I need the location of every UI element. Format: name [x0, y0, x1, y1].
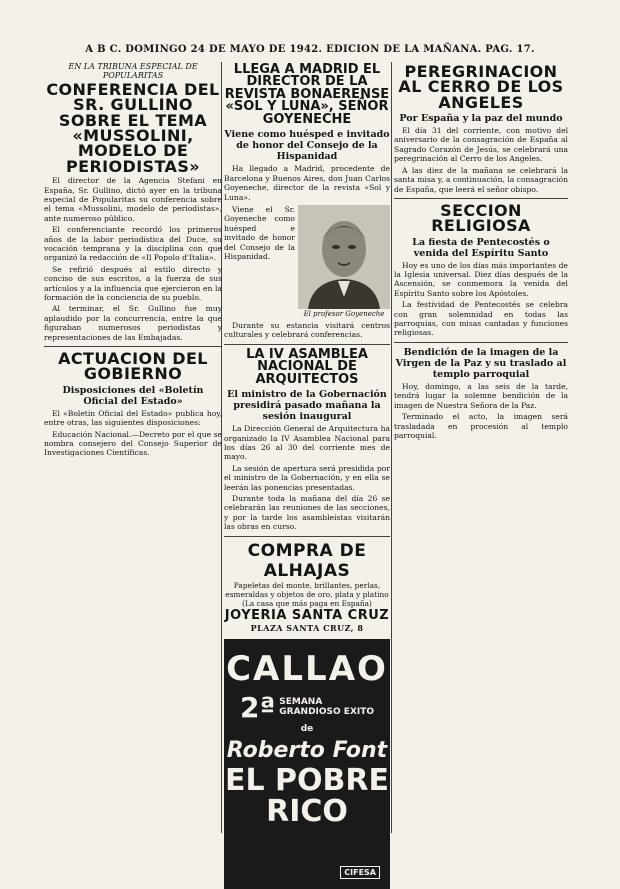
- article-paragraph: Al terminar, el Sr. Gullino fue muy aplaudido por la concurrencia, entre la que figuraban numerosos periodistas y representaciones de las Embajadas.: [44, 304, 222, 342]
- article-paragraph: Se refirió después al estilo directo y conciso de sus escritos, a la fuerza de sus artículos y a la influencia que ejercieron en la formación de la conciencia de su pueblo.: [44, 264, 222, 303]
- article-paragraph: Hoy, domingo, a las seis de la tarde, tendrá lugar la solemne bendición de la imagen de Nuestra Señora de la Paz.: [394, 381, 568, 410]
- article-paragraph: Durante su estancia visitará centros culturales y celebrará conferencias.: [224, 320, 390, 340]
- photo-block: [224, 205, 390, 318]
- article-separator: [224, 344, 390, 345]
- article-paragraph: A las diez de la mañana se celebrará la santa misa y, a continuación, la consagración de España, que leerá el señor obispo.: [394, 165, 568, 194]
- article-paragraph: Terminado el acto, la imagen será trasladada en procesión al templo parroquial.: [394, 412, 568, 440]
- portrait-figure: [298, 205, 390, 318]
- column-right: [394, 62, 568, 835]
- cinema-distributor-logo: CIFESA: [340, 866, 380, 879]
- cinema-success-label: GRANDIOSO EXITO: [279, 707, 375, 718]
- cinema-week-row: [224, 691, 390, 724]
- article-paragraph: El conferenciante recordó los primeros años de la labor periodística del Duce, su vocación temprana y la disciplina con que organizó la redacción de «Il Popolo d'Italia».: [44, 225, 222, 263]
- article-paragraph: Hoy es uno de los días más importantes de la Iglesia universal. Diez días después de la Ascensión, se conmemora la venida del Espíritu Santo sobre los Apóstoles.: [394, 260, 568, 298]
- article-deck: Viene como huésped e invitado de honor del Consejo de la Hispanidad: [224, 129, 390, 163]
- article-headline: CONFERENCIA DEL SR. GULLINO SOBRE EL TEMA «MUSSOLINI, MODELO DE PERIODISTAS»: [46, 80, 220, 176]
- column-left: [44, 62, 222, 835]
- page-header: A B C. DOMINGO 24 DE MAYO DE 1942. EDICION DE LA MAÑANA. PAG. 17.: [85, 44, 535, 55]
- article-paragraph: Ha llegado a Madrid, procedente de Barcelona y Buenos Aires, don Juan Carlos Goyeneche, director de la revista «Sol y Luna».: [224, 164, 390, 202]
- article-deck: Disposiciones del «Boletín Oficial del Estado»: [62, 384, 204, 407]
- article-paragraph: El «Boletín Oficial del Estado» publica hoy, entre otras, las siguientes disposiciones:: [44, 408, 222, 428]
- article-paragraph: La sesión de apertura será presidida por el ministro de la Gobernación, y en ella se leerán las ponencias presentadas.: [224, 463, 390, 492]
- notice-title: Bendición de la imagen de la Virgen de la Paz y su traslado al templo parroquial: [395, 346, 567, 380]
- article-headline: LA IV ASAMBLEA NACIONAL DE ARQUITECTOS: [246, 346, 368, 387]
- article-paragraph: El día 31 del corriente, con motivo del aniversario de la consagración de España al Sagrado Corazón de Jesús, se celebrará una peregrinación al Cerro de los Angeles.: [394, 126, 568, 164]
- ad-note: (La casa que más paga en España): [242, 598, 372, 608]
- article-separator: [394, 342, 568, 343]
- column-rule: [391, 62, 392, 833]
- article-separator: [224, 536, 390, 537]
- article-paragraph: La festividad de Pentecostés se celebra con gran solemnidad en todas las parroquias, con misas cantadas y funciones religiosas.: [394, 300, 568, 338]
- article-deck: El ministro de la Gobernación presidirá pasado mañana la sesión inaugural: [227, 389, 387, 423]
- article-deck: La fiesta de Pentecostés o venida del Espíritu Santo: [412, 236, 550, 259]
- article-headline: PEREGRINACION AL CERRO DE LOS ANGELES: [398, 62, 564, 112]
- portrait-illustration: [298, 205, 390, 309]
- article-separator: [394, 198, 568, 199]
- ad-text: Papeletas del monte, brillantes, perlas, esmeraldas y objetos de oro, plata y platino: [225, 580, 389, 599]
- ad-business-name: JOYERIA SANTA CRUZ: [224, 607, 390, 623]
- cinema-advertisement: [224, 639, 390, 889]
- cinema-film-title: EL POBRE RICO: [224, 762, 389, 829]
- article-paragraph: La Dirección General de Arquitectura ha organizado la IV Asamblea Nacional para los días 26 al 30 del corriente mes de mayo.: [224, 424, 390, 462]
- article-paragraph: Educación Nacional.—Decreto por el que se nombra consejero del Consejo Superior de Investigaciones Científicas.: [44, 429, 222, 458]
- article-headline: LLEGA A MADRID EL DIRECTOR DE LA REVISTA BONAERENSE «SOL Y LUNA», SEÑOR GOYENECHE: [224, 62, 390, 127]
- article-paragraph: Viene el Sr. Goyeneche como huésped e invitado de honor del Consejo de la Hispanidad.: [224, 204, 295, 261]
- article-paragraph: El director de la Agencia Stefani en España, Sr. Gullino, dictó ayer en la tribuna especial de Popularitas su conferencia sobre el tema «Mussolini, modelo de periodistas», ante numeroso público.: [44, 176, 222, 223]
- article-deck: Por España y la paz del mundo: [399, 113, 563, 125]
- cinema-week-label: SEMANA: [279, 697, 323, 708]
- article-paragraph: Durante toda la mañana del día 26 se celebrarán las reuniones de las secciones, y por la tarde los asambleístas visitarán las obras en curso.: [224, 494, 390, 532]
- cinema-de: de: [300, 723, 314, 734]
- ad-address: PLAZA SANTA CRUZ, 8: [250, 622, 364, 633]
- cinema-star: Roberto Font: [226, 737, 388, 763]
- cinema-week-number: 2ª: [239, 690, 276, 724]
- article-headline: ACTUACION DEL GOBIERNO: [58, 349, 208, 384]
- cinema-name: CALLAO: [226, 648, 388, 689]
- cinema-week-text: [279, 697, 374, 717]
- article-kicker: EN LA TRIBUNA ESPECIAL DE POPULARITAS: [68, 62, 198, 80]
- portrait-photo: [298, 205, 390, 309]
- column-middle: [224, 62, 390, 877]
- photo-caption: El profesor Goyeneche: [303, 309, 385, 318]
- ad-title: COMPRA DE ALHAJAS: [247, 540, 367, 581]
- article-separator: [44, 346, 222, 347]
- jewelry-advertisement: [224, 541, 390, 633]
- article-headline: SECCION RELIGIOSA: [431, 200, 531, 236]
